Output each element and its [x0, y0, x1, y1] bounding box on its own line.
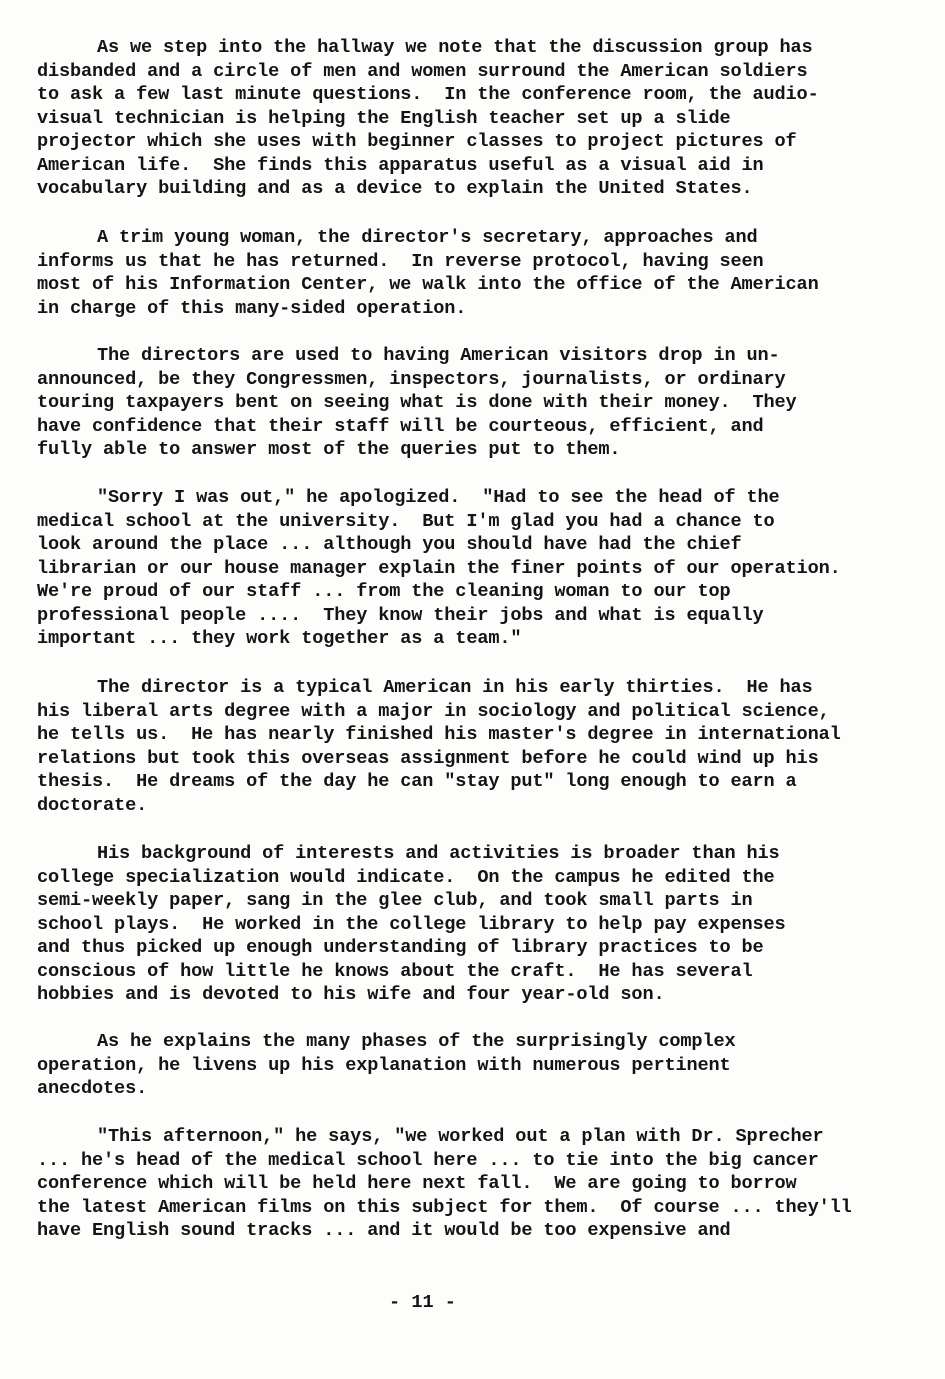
text-line: hobbies and is devoted to his wife and four year-old son. — [37, 984, 665, 1005]
text-line: The directors are used to having American visitors drop in un- — [97, 345, 780, 366]
text-line: college specialization would indicate. On the campus he edited the — [37, 866, 775, 888]
text-line: medical school at the university. But I'm glad you had a chance to — [37, 510, 775, 532]
text-line: have English sound tracks ... and it would be too expensive and — [37, 1220, 731, 1241]
text-line: A trim young woman, the director's secretary, approaches and — [97, 227, 758, 248]
text-line: he tells us. He has nearly finished his master's degree in international — [37, 724, 841, 745]
text-line: "Sorry I was out," he apologized. "Had to see the head of the — [97, 487, 780, 508]
text-line: vocabulary building and as a device to explain the United States. — [37, 178, 753, 199]
text-line: thesis. He dreams of the day he can "stay put" long enough to earn a — [37, 771, 797, 792]
text-line: conference which will be held here next fall. We are going to borrow — [37, 1173, 797, 1194]
text-line: American life. She finds this apparatus useful as a visual aid in — [37, 154, 764, 176]
text-line: in charge of this many-sided operation. — [37, 297, 467, 319]
text-line: conscious of how little he knows about the craft. He has several — [37, 960, 753, 982]
text-line: The director is a typical American in his early thirties. He has — [97, 677, 813, 698]
text-line: As we step into the hallway we note that the discussion group has — [97, 37, 813, 58]
text-line: informs us that he has returned. In reverse protocol, having seen — [37, 250, 764, 272]
text-line: ... he's head of the medical school here ... to tie into the big cancer — [37, 1149, 819, 1171]
text-line: important ... they work together as a team." — [37, 628, 522, 649]
text-line: As he explains the many phases of the surprisingly complex — [97, 1031, 736, 1052]
text-line: most of his Information Center, we walk into the office of the American — [37, 274, 819, 295]
text-line: His background of interests and activities is broader than his — [97, 843, 780, 864]
text-line: doctorate. — [37, 794, 148, 816]
text-line: operation, he livens up his explanation with numerous pertinent — [37, 1054, 731, 1076]
text-line: announced, be they Congressmen, inspectors, journalists, or ordinary — [37, 368, 786, 390]
text-line: the latest American films on this subject for them. Of course ... they'll — [37, 1196, 852, 1218]
text-line: fully able to answer most of the queries put to them. — [37, 439, 621, 460]
text-line: librarian or our house manager explain the finer points of our operation. — [37, 557, 841, 579]
text-line: school plays. He worked in the college library to help pay expenses — [37, 913, 786, 935]
text-line: professional people .... They know their jobs and what is equally — [37, 604, 764, 626]
text-line: projector which she uses with beginner classes to project pictures of — [37, 131, 797, 152]
text-line: his liberal arts degree with a major in sociology and political science, — [37, 700, 830, 722]
text-line: and thus picked up enough understanding of library practices to be — [37, 937, 764, 958]
text-line: to ask a few last minute questions. In the conference room, the audio- — [37, 84, 819, 105]
text-line: anecdotes. — [37, 1078, 148, 1099]
text-line: We're proud of our staff ... from the cleaning woman to our top — [37, 581, 731, 602]
text-line: relations but took this overseas assignment before he could wind up his — [37, 747, 819, 769]
text-line: have confidence that their staff will be courteous, efficient, and — [37, 415, 764, 437]
page-number: - 11 - — [389, 1292, 456, 1313]
text-line: "This afternoon," he says, "we worked out a plan with Dr. Sprecher — [97, 1126, 824, 1147]
text-line: look around the place ... although you should have had the chief — [37, 534, 742, 555]
text-line: semi-weekly paper, sang in the glee club, and took small parts in — [37, 890, 753, 911]
text-line: touring taxpayers bent on seeing what is done with their money. They — [37, 392, 797, 413]
text-line: disbanded and a circle of men and women surround the American soldiers — [37, 60, 808, 82]
text-line: visual technician is helping the English teacher set up a slide — [37, 107, 731, 129]
